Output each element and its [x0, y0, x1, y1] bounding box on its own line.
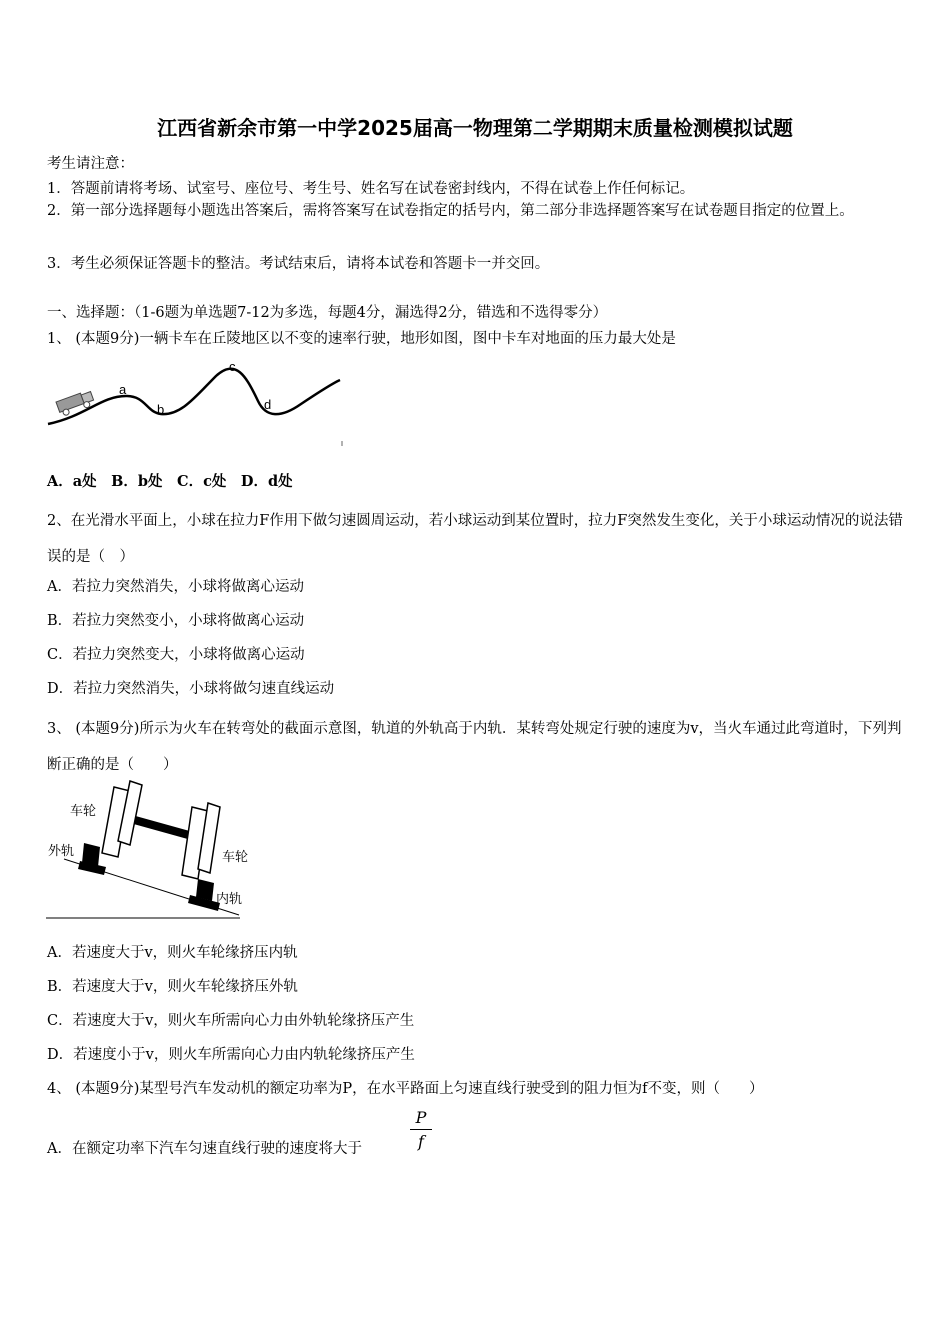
q4-stem: 4、 (本题9分)某型号汽车发动机的额定功率为P，在水平路面上匀速直线行驶受到的阻力恒为f不变，则（ ） [47, 1081, 764, 1097]
label-wheel-right: 车轮 [222, 850, 249, 865]
q4-option-a: A．在额定功率下汽车匀速直线行驶的速度将大于 [47, 1141, 362, 1157]
q1-options: A．a处 B．b处 C．c处 D．d处 [47, 473, 293, 490]
terrain-figure [46, 356, 346, 448]
q2-option-a: A．若拉力突然消失，小球将做离心运动 [47, 579, 304, 595]
fraction-p-over-f [410, 1108, 432, 1151]
q3-option-b: B．若速度大于v，则火车轮缘挤压外轨 [47, 979, 298, 995]
q3-option-d: D．若速度小于v，则火车所需向心力由内轨轮缘挤压产生 [47, 1047, 415, 1063]
train-track-figure [44, 775, 250, 925]
q2-stem: 2、在光滑水平面上，小球在拉力F作用下做匀速圆周运动，若小球运动到某位置时，拉力F突然发生变化，关于小球运动情况的说法错误的是（ ） [47, 513, 903, 565]
page-title: 江西省新余市第一中学2025届高一物理第二学期期末质量检测模拟试题 [157, 116, 793, 140]
q2-option-d: D．若拉力突然消失，小球将做匀速直线运动 [47, 681, 335, 697]
q3-option-c: C．若速度大于v，则火车所需向心力由外轨轮缘挤压产生 [47, 1013, 415, 1029]
label-outer-rail: 外轨 [48, 844, 75, 859]
notice-item-3: 3．考生必须保证答题卡的整洁。考试结束后，请将本试卷和答题卡一并交回。 [47, 256, 550, 272]
section-heading: 一、选择题：（1-6题为单选题7-12为多选，每题4分，漏选得2分，错选和不选得零分） [47, 305, 608, 321]
notice-heading: 考生请注意： [47, 156, 134, 172]
label-wheel-left: 车轮 [70, 804, 97, 819]
fraction-denominator: f [418, 1132, 424, 1151]
q1-stem: 1、 (本题9分)一辆卡车在丘陵地区以不变的速率行驶，地形如图，图中卡车对地面的压力最大处是 [47, 331, 676, 347]
truck-icon [56, 390, 95, 417]
notice-item-2: 2．第一部分选择题每小题选出答案后，需将答案写在试卷指定的括号内，第二部分非选择题答案写在试卷题目指定的位置上。 [47, 203, 854, 219]
fraction-numerator: P [415, 1108, 427, 1127]
q3-option-a: A．若速度大于v，则火车轮缘挤压内轨 [47, 945, 298, 961]
notice-item-1: 1．答题前请将考场、试室号、座位号、考生号、姓名写在试卷密封线内，不得在试卷上作任何标记。 [47, 181, 695, 197]
q2-option-b: B．若拉力突然变小，小球将做离心运动 [47, 613, 305, 629]
label-b: b [157, 402, 165, 417]
q2-option-c: C．若拉力突然变大，小球将做离心运动 [47, 647, 305, 663]
q3-stem: 3、 (本题9分)所示为火车在转弯处的截面示意图，轨道的外轨高于内轨．某转弯处规定行驶的速度为v，当火车通过此弯道时，下列判断正确的是（ ） [47, 721, 902, 773]
label-d: d [264, 397, 272, 412]
label-a: a [119, 382, 127, 397]
label-c: c [229, 359, 236, 374]
label-inner-rail: 内轨 [216, 892, 243, 907]
